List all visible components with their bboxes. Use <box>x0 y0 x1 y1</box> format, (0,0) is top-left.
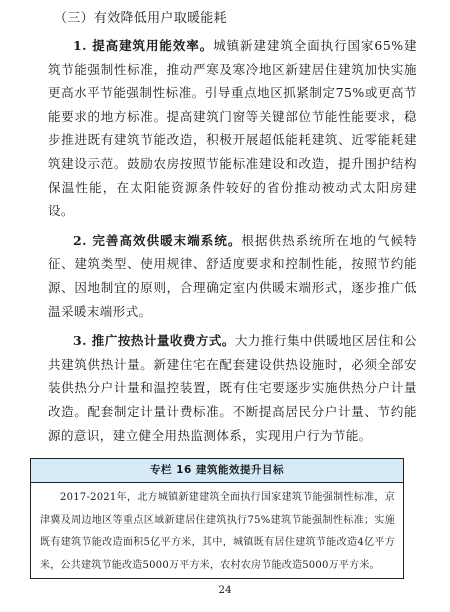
document-page <box>48 6 417 453</box>
paragraph-3-text: 大力推行集中供暖地区居住和公共建筑供热计量。新建住宅在配套建设供热设施时，必须全部安装供热分户计量和温控装置，既有住宅要逐步实施供热分户计量改造。配套制定计量计费标准。不断提高居民分户计量、节约能源的意识，建立健全用热监测体系，实现用户行为节能。 <box>48 333 417 443</box>
section-heading: （三）有效降低用户取暖能耗 <box>54 11 227 26</box>
paragraph-2-text: 根据供热系统所在地的气候特征、建筑类型、使用规律、舒适度要求和控制性能，按照节约能源、因地制宜的原则，合理确定室内供暖末端形式，逐步推广低温采暖末端形式。 <box>48 232 417 319</box>
paragraph-1-lead: 1. 提高建筑用能效率。 <box>73 38 214 53</box>
page-number: 24 <box>218 584 232 596</box>
paragraph-1 <box>48 34 417 223</box>
paragraph-3-lead: 3. 推广按热计量收费方式。 <box>73 333 235 349</box>
paragraph-3 <box>48 329 417 447</box>
column-box <box>30 458 404 579</box>
paragraph-1-text: 城镇新建建筑全面执行国家65%建筑节能强制性标准，推动严寒及寒冷地区新建居住建筑加快实施更高水平节能强制性标准。引导重点地区抓紧制定75%或更高节能要求的地方标准。提高建筑门窗等关键部位节能性能要求，稳步推进既有建筑节能改造，积极开展超低能耗建筑、近零能耗建筑建设示范。鼓励农房按照节能标准建设和改造，提升围护结构保温性能，在太阳能资源条件较好的省份推动被动式太阳房建设。 <box>48 38 418 219</box>
column-box-body: 2017-2021年，北方城镇新建建筑全面执行国家建筑节能强制性标准，京津冀及周边地区等重点区域新建居住建筑执行75%建筑节能强制性标准；实施既有建筑节能改造面积5亿平方米，其中，城镇既有居住建筑节能改造4亿平方米，公共建筑节能改造5000万平方米，农村农房节能改造5000万平方米。 <box>40 492 395 571</box>
paragraph-2 <box>48 229 417 323</box>
column-box-title: 专栏 16 建筑能效提升目标 <box>31 459 403 483</box>
paragraph-2-lead: 2. 完善高效供暖末端系统。 <box>73 232 242 248</box>
